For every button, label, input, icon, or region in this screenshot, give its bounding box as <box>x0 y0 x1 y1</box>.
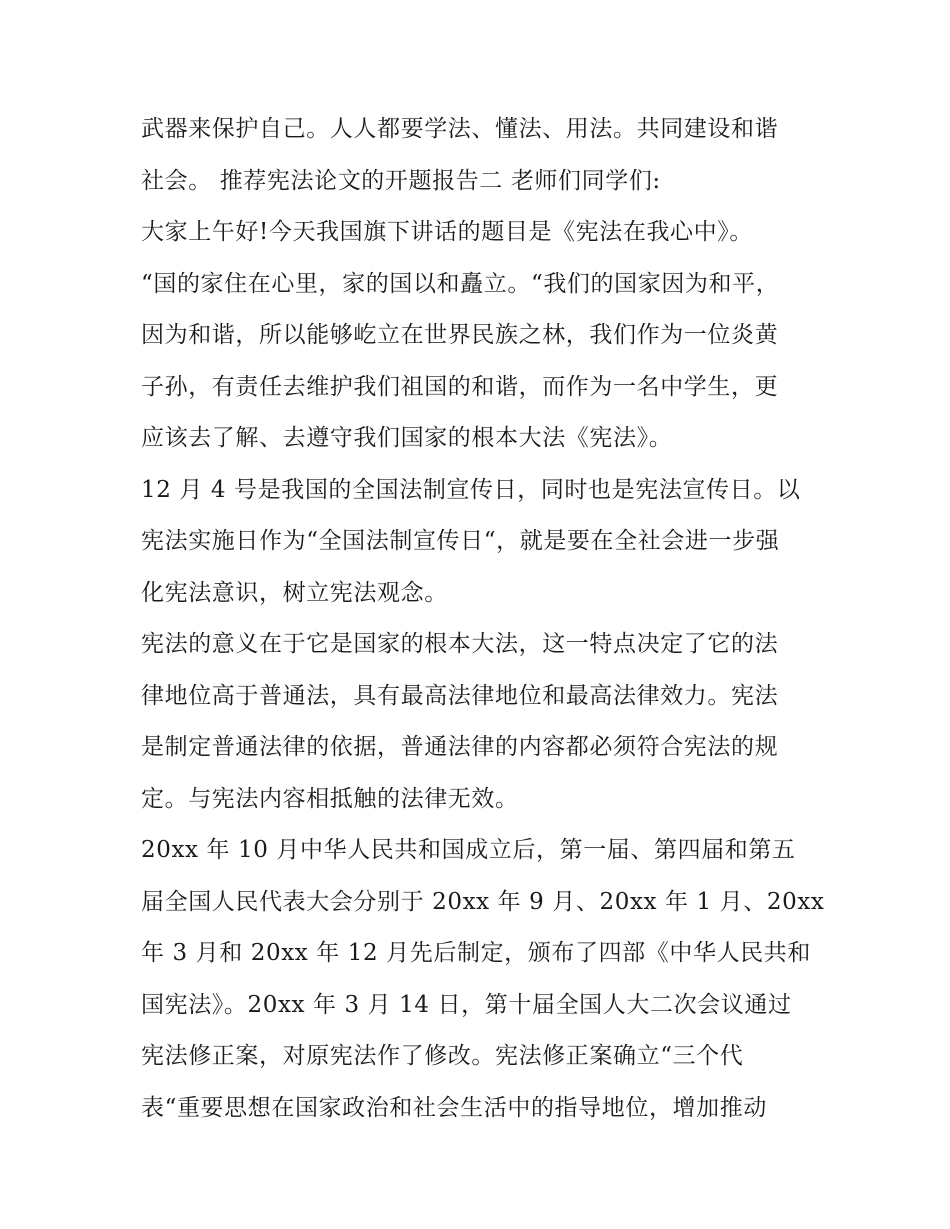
text-line: 宪法实施日作为“全国法制宣传日“，就是要在全社会进一步强 <box>141 528 780 554</box>
text-line: 应该去了解、去遵守我们国家的根本大法《宪法》。 <box>141 425 673 451</box>
text-line: “国的家住在心里，家的国以和矗立。“我们的国家因为和平， <box>141 270 780 297</box>
text-line: 社会。 推荐宪法论文的开题报告二 老师们同学们: <box>141 167 661 194</box>
text-line: 定。与宪法内容相抵触的法律无效。 <box>141 785 519 812</box>
body-text <box>141 104 825 1134</box>
text-line: 宪法的意义在于它是国家的根本大法，这一特点决定了它的法 <box>141 631 779 657</box>
text-line: 律地位高于普通法，具有最高法律地位和最高法律效力。宪法 <box>141 682 779 709</box>
text-line: 大家上午好!今天我国旗下讲话的题目是《宪法在我心中》。 <box>141 219 753 245</box>
text-line: 子孙，有责任去维护我们祖国的和谐，而作为一名中学生，更 <box>141 373 779 400</box>
text-line: 武器来保护自己。人人都要学法、懂法、用法。共同建设和谐 <box>141 116 779 142</box>
text-line: 因为和谐，所以能够屹立在世界民族之林，我们作为一位炎黄 <box>141 322 779 348</box>
text-line: 年 3 月和 20xx 年 12 月先后制定，颁布了四部《中华人民共和 <box>141 940 811 966</box>
text-line: 化宪法意识，树立宪法观念。 <box>141 579 448 606</box>
text-line: 12 月 4 号是我国的全国法制宣传日，同时也是宪法宣传日。以 <box>141 476 801 503</box>
text-line: 届全国人民代表大会分别于 20xx 年 9 月、20xx 年 1 月、20xx <box>141 888 825 915</box>
text-line: 表“重要思想在国家政治和社会生活中的指导地位，增加推动 <box>141 1094 767 1121</box>
text-line: 国宪法》。20xx 年 3 月 14 日，第十届全国人大二次会议通过 <box>141 991 792 1018</box>
text-line: 宪法修正案，对原宪法作了修改。宪法修正案确立“三个代 <box>141 1043 744 1069</box>
text-line: 是制定普通法律的依据，普通法律的内容都必须符合宪法的规 <box>141 734 779 760</box>
text-line: 20xx 年 10 月中华人民共和国成立后，第一届、第四届和第五 <box>141 837 796 863</box>
